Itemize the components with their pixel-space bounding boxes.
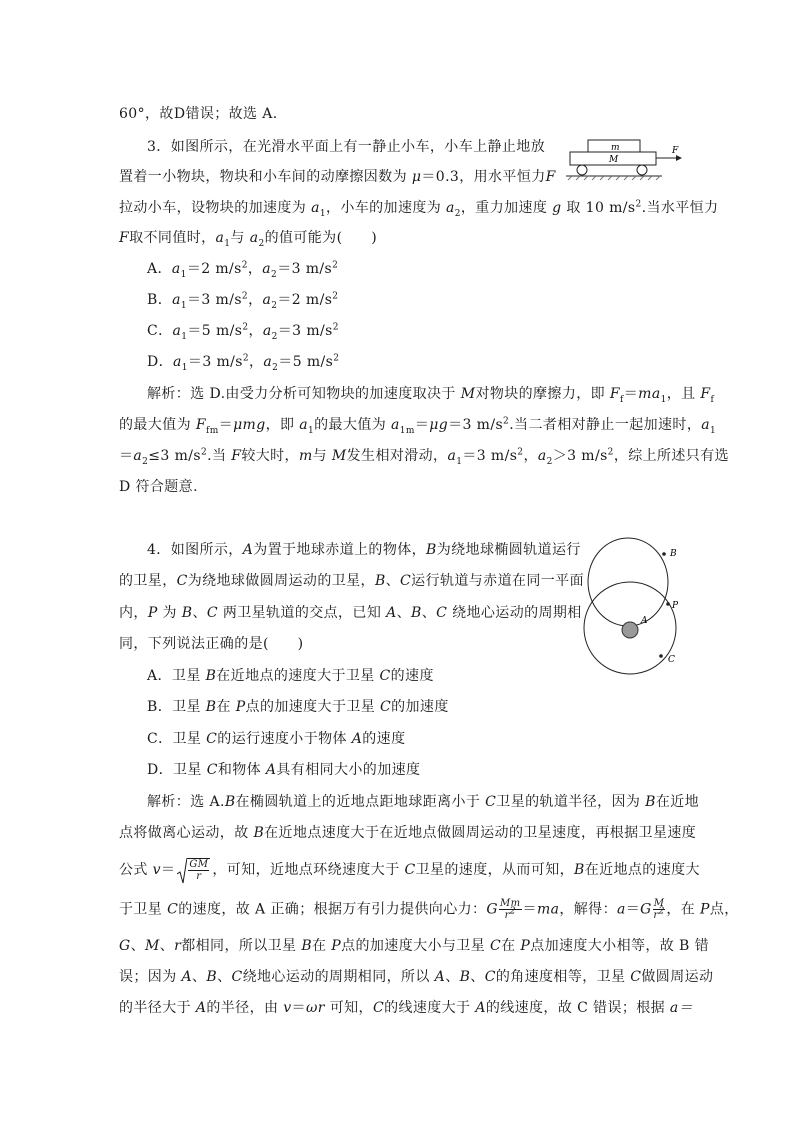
option-d: D．卫星 C和物体 A具有相同大小的加速度: [147, 762, 421, 778]
label-A: A: [641, 616, 648, 626]
question-3-line: F取不同值时，$a_1$与 $a_2$的值可能为( ): [119, 230, 378, 249]
solution-4-line: 的半径大于 A的半径，由 v＝ωr 可知，C的线速度大于 A的线速度，故 C 错误；根据 a＝: [119, 1000, 694, 1016]
solution-4-line: 点将做离心运动，故 B在近地点速度大于在近地点做圆周运动的卫星速度，再根据卫星速度: [119, 825, 697, 841]
fraction-M-r2: $\frac{M}{r^2}$: [653, 898, 665, 921]
option-c: C．$a_1=5$ $m/s^2$，$a_2=3$ $m/s^2$: [147, 322, 339, 342]
label-F: F: [672, 146, 679, 156]
question-4-line: 的卫星，C为绕地球做圆周运动的卫星，B、C运行轨道与赤道在同一平面: [119, 573, 584, 589]
option-b: B．$a_1=3$ $m/s^2$，$a_2=2$ $m/s^2$: [147, 291, 339, 311]
label-M: M: [609, 155, 619, 165]
label-m: m: [611, 143, 620, 153]
solution-3-line: 解析：选 D.由受力分析可知物块的加速度取决于 M对物块的摩擦力，即 $F_f=ma_1$，且 $F_f$: [147, 386, 715, 405]
solution-4-line: 公式 v＝ $\frac{GM}{r}$ ，可知，近地点环绕速度大于 C卫星的速度，从而可知，B在近地点的速度大: [119, 859, 700, 882]
option-c: C．卫星 C的运行速度小于物体 A的速度: [147, 731, 406, 747]
option-b: B．卫星 B在 P点的加速度大于卫星 C的加速度: [147, 699, 449, 715]
text-line: 60°，故D错误；故选 A.: [119, 106, 278, 122]
solution-4-line: 误；因为 A、B、C绕地心运动的周期相同，所以 A、B、C的角速度相等，卫星 C做圆周运动: [119, 969, 714, 985]
label-P: P: [672, 601, 679, 611]
question-4-line: 4．如图所示，A为置于地球赤道上的物体，B为绕地球椭圆轨道运行: [147, 542, 581, 558]
question-3-line: 3．如图所示，在光滑水平面上有一静止小车，小车上静止地放: [147, 139, 546, 155]
label-C: C: [668, 655, 675, 665]
option-d: D．$a_1=3$ $m/s^2$，$a_2=5$ $m/s^2$: [147, 353, 340, 373]
solution-3-line: D 符合题意.: [119, 479, 198, 495]
option-a: A．卫星 B在近地点的速度大于卫星 C的速度: [147, 668, 434, 684]
solution-4-line: 于卫星 C的速度，故 A 正确；根据万有引力提供向心力：G $\frac{Mm}{r^2}$ ＝ma，解得：a＝G $\frac{M}{r^2}$ ，在 P点，: [119, 898, 739, 921]
question-3-line: 拉动小车，设物块的加速度为 $a_1$，小车的加速度为 $a_2$，重力加速度 g 取 10 $m/s^2$.当水平恒力: [119, 199, 719, 219]
sqrt-expression: $\frac{GM}{r}$: [177, 858, 210, 882]
solution-3-line: 的最大值为 $F_{fm}=\mu mg$，即 $a_1$的最大值为 $a_{1m}=\mu g=3$ $m/s^2$.当二者相对静止一起加速时，$a_1$: [119, 416, 717, 436]
question-4-line: 同，下列说法正确的是( ): [119, 636, 304, 652]
label-B: B: [670, 549, 677, 559]
solution-3-line: $=a_2\le 3$ $m/s^2$.当 F较大时，m与 M发生相对滑动，$a_1=3$ $m/s^2$，$a_2>3$ $m/s^2$，综上所述只有选: [119, 447, 730, 467]
solution-4-line: G、M、r都相同，所以卫星 B在 P点的加速度大小与卫星 C在 P点加速度大小相等，故 B 错: [119, 938, 709, 954]
cart-figure: [562, 136, 688, 186]
orbit-figure: [578, 536, 694, 676]
fraction-Mm-r2: $\frac{Mm}{r^2}$: [500, 898, 521, 921]
question-3-line: 置着一小物块，物块和小车间的动摩擦因数为 μ＝0.3，用水平恒力F: [119, 169, 556, 185]
question-4-line: 内，P 为 B、C 两卫星轨道的交点，已知 A、B、C 绕地心运动的周期相: [119, 605, 582, 621]
option-a: A．$a_1=2$ $m/s^2$，$a_2=3$ $m/s^2$: [147, 260, 339, 280]
solution-4-line: 解析：选 A.B在椭圆轨道上的近地点距地球距离小于 C卫星的轨道半径，因为 B在近地: [147, 794, 700, 810]
